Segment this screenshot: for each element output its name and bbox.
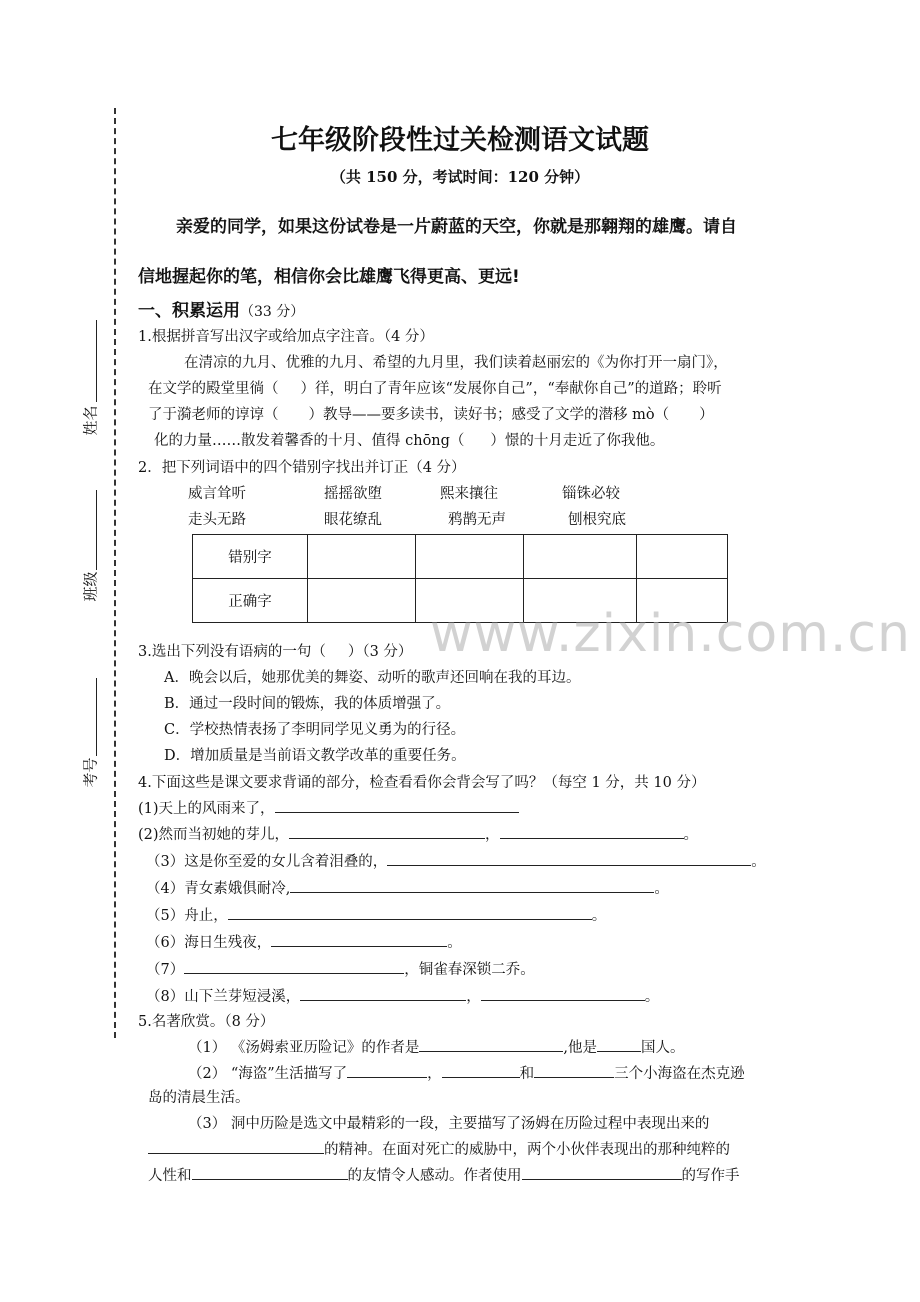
q1-line-4: 化的力量……散发着馨香的十月、值得 chōng（ ）憬的十月走近了你我他。 — [154, 433, 665, 449]
fill-blank[interactable] — [192, 1164, 348, 1180]
exam-id-label: 考号 — [81, 757, 100, 788]
q2-word: 走头无路 — [188, 512, 246, 528]
name-label: 姓名 — [81, 405, 100, 436]
fill-blank[interactable] — [419, 1036, 563, 1052]
q5-sub-2-cont: 岛的清晨生活。 — [148, 1090, 250, 1106]
answer-cell[interactable] — [637, 535, 728, 579]
q5-stem: 5.名著欣赏。（8 分） — [138, 1014, 275, 1030]
name-field — [70, 320, 110, 450]
q4-item-4: （4）青女素娥俱耐冷, 。 — [146, 877, 669, 898]
q3-stem: 3.选出下列没有语病的一句（ ）（3 分） — [138, 644, 413, 660]
q4-stem: 4.下面这些是课文要求背诵的部分，检查看看你会背会写了吗？（每空 1 分，共 10 分） — [138, 775, 706, 791]
q2-word: 刨根究底 — [568, 512, 626, 528]
fill-blank[interactable] — [148, 1138, 324, 1154]
q2-stem: 2．把下列词语中的四个错别字找出并订正（4 分） — [138, 460, 466, 476]
fill-blank[interactable] — [500, 823, 684, 839]
fill-blank[interactable] — [275, 797, 519, 813]
q4-item-1: (1)天上的风雨来了， — [138, 797, 519, 818]
answer-cell[interactable] — [308, 535, 416, 579]
table-row — [193, 535, 728, 579]
q4-item-3: （3）这是你至爱的女儿含着泪叠的， 。 — [146, 850, 766, 871]
fill-blank[interactable] — [184, 958, 404, 974]
answer-cell[interactable] — [416, 535, 524, 579]
fill-blank[interactable] — [481, 985, 645, 1001]
page-title: 七年级阶段性过关检测语文试题 — [271, 125, 649, 156]
exam-id-blank — [96, 678, 97, 756]
q5-sub-3-line-2: 的精神。在面对死亡的威胁中，两个小伙伴表现出的那种纯粹的 — [148, 1138, 730, 1159]
name-blank — [96, 320, 97, 402]
fill-blank[interactable] — [347, 1062, 427, 1078]
q2-word: 威言耸听 — [188, 486, 246, 502]
q2-word: 锱铢必较 — [562, 486, 620, 502]
q2-word: 眼花缭乱 — [324, 512, 382, 528]
q5-sub-3: （3） 洞中历险是选文中最精彩的一段，主要描写了汤姆在历险过程中表现出来的 — [188, 1116, 710, 1132]
fill-blank[interactable] — [442, 1062, 520, 1078]
fill-blank[interactable] — [290, 877, 654, 893]
page-subtitle: （共 150 分，考试时间：120 分钟） — [330, 168, 590, 186]
answer-cell[interactable] — [524, 535, 637, 579]
q2-word: 摇摇欲堕 — [324, 486, 382, 502]
intro-line-2: 信地握起你的笔，相信你会比雄鹰飞得更高、更远! — [138, 267, 520, 287]
q3-option-c[interactable]: C．学校热情表扬了李明同学见义勇为的行径。 — [164, 722, 466, 738]
q4-item-5: （5）舟止， 。 — [146, 904, 606, 925]
fill-blank[interactable] — [289, 823, 485, 839]
answer-cell[interactable] — [308, 579, 416, 623]
fill-blank[interactable] — [597, 1036, 641, 1052]
binding-dashed-line — [114, 108, 116, 1038]
q2-word: 鸦鹊无声 — [448, 512, 506, 528]
q4-item-8: （8）山下兰芽短浸溪， ， 。 — [146, 985, 659, 1006]
fill-blank[interactable] — [271, 931, 447, 947]
q1-line-2: 在文学的殿堂里徜（ ）徉，明白了青年应该“发展你自己”，“奉献你自己”的道路；聆听 — [148, 381, 722, 397]
class-label: 班级 — [81, 571, 100, 602]
section-points: （33 分） — [240, 304, 305, 320]
class-field — [70, 490, 110, 610]
table-header-cell: 正确字 — [193, 579, 308, 623]
intro-line-1: 亲爱的同学，如果这份试卷是一片蔚蓝的天空，你就是那翱翔的雄鹰。请自 — [176, 217, 737, 237]
fill-blank[interactable] — [300, 985, 466, 1001]
q5-sub-2: （2） “海盗”生活描写了 ， 和 三个小海盗在杰克逊 — [188, 1062, 745, 1083]
class-blank — [96, 490, 97, 570]
fill-blank[interactable] — [387, 850, 751, 866]
q2-word: 熙来攘往 — [440, 486, 498, 502]
fill-blank[interactable] — [522, 1164, 682, 1180]
q4-item-7: （7） ，铜雀春深锁二乔。 — [146, 958, 535, 979]
section-title: 一、积累运用 — [138, 301, 240, 321]
q3-option-b[interactable]: B．通过一段时间的锻炼，我的体质增强了。 — [164, 696, 451, 712]
q4-item-2: (2)然而当初她的芽儿， ， 。 — [138, 823, 698, 844]
watermark-text: www.zixin.com.cn — [430, 604, 911, 664]
exam-id-field — [70, 678, 110, 798]
section-heading — [138, 296, 304, 321]
q1-line-3: 了于漪老师的谆谆（ ）教导——要多读书，读好书；感受了文学的潜移 mò（ ） — [148, 407, 714, 423]
q1-line-1: 在清凉的九月、优雅的九月、希望的九月里，我们读着赵丽宏的《为你打开一扇门》， — [184, 355, 728, 371]
fill-blank[interactable] — [228, 904, 592, 920]
q3-option-d[interactable]: D．增加质量是当前语文教学改革的重要任务。 — [164, 748, 466, 764]
q3-option-a[interactable]: A．晚会以后，她那优美的舞姿、动听的歌声还回响在我的耳边。 — [164, 670, 581, 686]
table-header-cell: 错别字 — [193, 535, 308, 579]
q4-item-6: （6）海日生残夜， 。 — [146, 931, 462, 952]
q5-sub-3-line-3: 人性和 的友情令人感动。作者使用 的写作手 — [148, 1164, 740, 1185]
fill-blank[interactable] — [534, 1062, 614, 1078]
q1-stem: 1.根据拼音写出汉字或给加点字注音。（4 分） — [138, 329, 434, 345]
q5-sub-1: （1） 《汤姆索亚历险记》的作者是 ,他是 国人。 — [188, 1036, 684, 1057]
